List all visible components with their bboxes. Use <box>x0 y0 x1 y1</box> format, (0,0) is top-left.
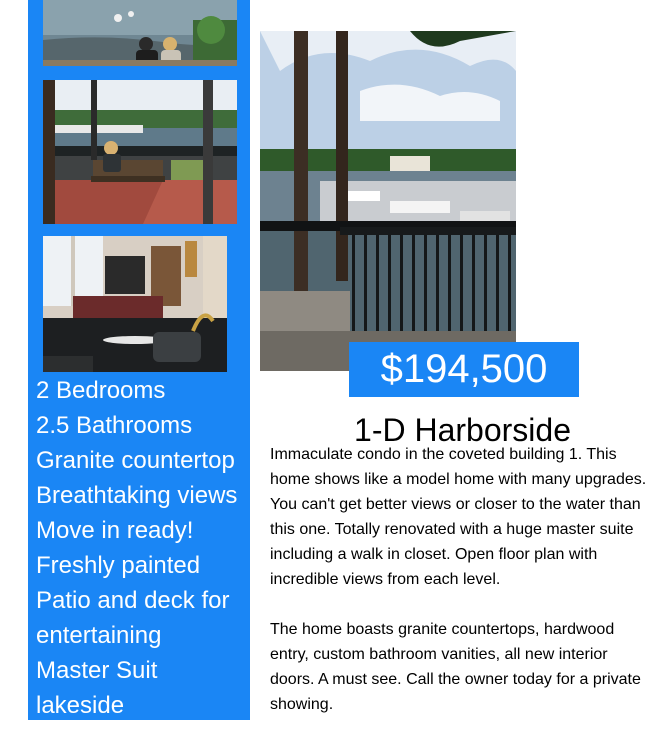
feature-item: Move in ready! <box>36 517 194 544</box>
feature-item: 2 Bedrooms <box>36 377 166 404</box>
property-address: 1-D Harborside <box>354 412 571 448</box>
description-paragraph: The home boasts granite countertops, hardwood entry, custom bathroom vanities, all new interior doors. A must see. Call the owner today for a private showing. <box>270 621 641 713</box>
photo-marina-view <box>260 31 516 371</box>
feature-item: Master Suit lakeside <box>36 657 158 719</box>
photo-interior <box>43 236 227 372</box>
feature-item: Granite countertop <box>36 447 235 474</box>
title-fragment <box>478 0 508 4</box>
photo-patio-swing <box>43 80 237 224</box>
photo-couple-by-lake <box>43 0 237 66</box>
feature-item: Patio and deck for entertaining <box>36 587 230 649</box>
feature-item: Freshly painted <box>36 552 201 579</box>
property-description <box>270 442 655 742</box>
description-paragraph: Immaculate condo in the coveted building 1. This home shows like a model home with many upgrades. You can't get better views or closer to the water than this one. Totally renovated with a huge master suite including a walk in closet. Open floor plan with incredible views from each level. <box>270 446 647 588</box>
features-list <box>36 373 250 723</box>
feature-item: Breathtaking views <box>36 482 238 509</box>
price-badge: $194,500 <box>349 342 579 397</box>
feature-item: 2.5 Bathrooms <box>36 412 193 439</box>
